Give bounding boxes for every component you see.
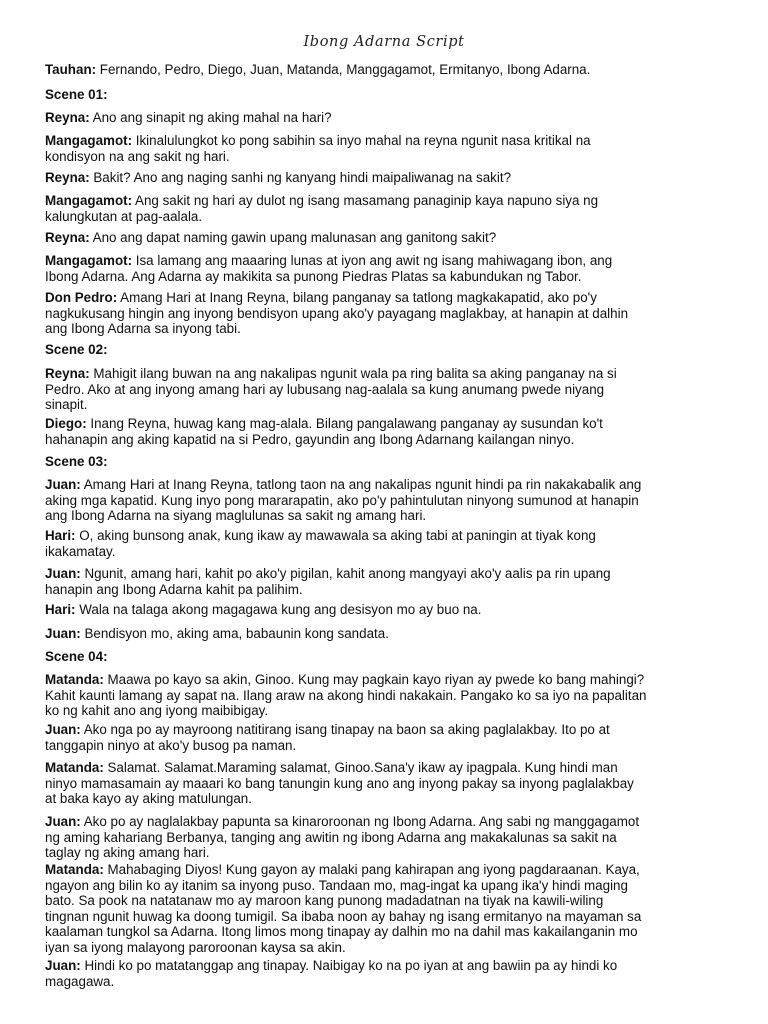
dialogue-text: Pedro. Ako at ang inyong amang hari ay lubusang nag-aalala sa kung anumang pwede niyang xyxy=(45,381,605,397)
dialogue-text: Wala na talaga akong magagawa kung ang desisyon mo ay buo na. xyxy=(75,602,482,617)
dialogue-line xyxy=(45,602,728,618)
dialogue-line xyxy=(45,940,728,956)
dialogue-text: Amang Hari at Inang Reyna, tatlong taon na ang nakalipas ngunit hindi pa rin nakakabalik ang xyxy=(80,477,642,492)
dialogue-text: Ako nga po ay mayroong natitirang isang tinapay na baon sa aking paglalakbay. Ito po at xyxy=(80,722,610,737)
dialogue-text: ang Ibong Adarna na siyang maglulunas sa sakit ng amang hari. xyxy=(45,508,427,523)
dialogue-text: Hindi ko po matatanggap ang tinapay. Naibigay ko na po iyan at ang bawiin pa ay hindi ko xyxy=(80,958,618,973)
dialogue-text: tanggapin ninyo at ako'y busog pa naman. xyxy=(45,737,297,753)
dialogue-line xyxy=(45,149,728,165)
dialogue-line xyxy=(45,626,728,642)
dialogue-text: Salamat. Salamat.Maraming salamat, Ginoo.Sana'y ikaw ay ipagpala. Kung hindi man xyxy=(103,760,618,775)
speaker-name: Mangagamot: xyxy=(45,193,133,208)
dialogue-text: kondisyon na ang sakit ng hari. xyxy=(45,148,230,164)
speaker-name: Hari: xyxy=(45,528,76,543)
dialogue-text: Inang Reyna, huwag kang mag-alala. Bilang pangalawang panganay ay susundan ko't xyxy=(86,416,603,431)
dialogue-line xyxy=(45,382,728,398)
dialogue-text: taglay ng aking amang hari. xyxy=(45,845,210,860)
dialogue-text: Bendisyon mo, aking ama, babaunin kong sandata. xyxy=(80,626,389,641)
speaker-name: Juan: xyxy=(45,626,81,641)
dialogue-line xyxy=(45,703,728,719)
speaker-name: Matanda: xyxy=(45,862,104,877)
scene-heading: Scene 04: xyxy=(45,649,108,664)
dialogue-text: Amang Hari at Inang Reyna, bilang panganay sa tatlong magkakapatid, ako po'y xyxy=(117,290,597,305)
dialogue-line xyxy=(45,845,728,861)
dialogue-text: ngayon ang bilin ko ay itanim sa inyong puso. Tandaan mo, mag-ingat ka upang ika'y hindi maging xyxy=(45,877,628,893)
cast-label: Tauhan: xyxy=(45,62,97,77)
dialogue-line xyxy=(45,909,728,925)
dialogue-text: Isa lamang ang maaaring lunas at iyon ang awit ng isang mahiwagang ibon, ang xyxy=(132,253,613,268)
dialogue-text: ninyo mamasamain ay maaari ko bang tanungin kung ano ang inyong pakay sa inyong paglalakbay xyxy=(45,775,634,791)
dialogue-line xyxy=(45,230,728,246)
speaker-name: Juan: xyxy=(45,814,81,829)
dialogue-line xyxy=(45,672,728,688)
dialogue-line xyxy=(45,269,728,285)
dialogue-text: iyan sa iyong malayong paroroonan kaysa sa akin. xyxy=(45,939,346,955)
dialogue-line xyxy=(45,688,728,704)
speaker-name: Reyna: xyxy=(45,170,90,185)
dialogue-text: Ano ang sinapit ng aking mahal na hari? xyxy=(89,110,332,125)
dialogue-text: at baka kayo ay aking matulungan. xyxy=(45,791,252,806)
speaker-name: Juan: xyxy=(45,722,81,737)
scene-heading: Scene 03: xyxy=(45,454,108,469)
document-title: Ibong Adarna Script xyxy=(303,34,465,50)
dialogue-line xyxy=(45,477,728,493)
speaker-name: Matanda: xyxy=(45,672,104,687)
dialogue-line xyxy=(45,814,728,830)
cast-names: Fernando, Pedro, Diego, Juan, Matanda, Manggagamot, Ermitanyo, Ibong Adarna. xyxy=(96,62,591,77)
dialogue-line xyxy=(45,133,728,149)
dialogue-text: ang Ibong Adarna sa inyong tabi. xyxy=(45,321,241,336)
dialogue-text: Ano ang dapat naming gawin upang malunasan ang ganitong sakit? xyxy=(89,230,497,245)
dialogue-line xyxy=(45,974,728,990)
dialogue-line xyxy=(45,738,728,754)
dialogue-line xyxy=(45,193,728,209)
dialogue-line xyxy=(45,290,728,306)
dialogue-line xyxy=(45,760,728,776)
speaker-name: Hari: xyxy=(45,602,76,617)
scene-heading: Scene 02: xyxy=(45,342,108,357)
speaker-name: Mangagamot: xyxy=(45,253,133,268)
dialogue-text: magagawa. xyxy=(45,973,115,989)
dialogue-text: Ikinalulungkot ko pong sabihin sa inyo mahal na reyna ngunit nasa kritikal na xyxy=(132,133,591,148)
speaker-name: Juan: xyxy=(45,958,81,973)
dialogue-line xyxy=(45,110,728,126)
dialogue-line xyxy=(45,321,728,337)
dialogue-line xyxy=(45,830,728,846)
dialogue-text: ng aming kahariang Berbanya, tanging ang awitin ng ibong Adarna ang makakalunas sa sakit na xyxy=(45,829,617,845)
speaker-name: Mangagamot: xyxy=(45,133,133,148)
dialogue-text: Ang sakit ng hari ay dulot ng isang masamang panaginip kaya napuno siya ng xyxy=(132,193,599,208)
dialogue-line xyxy=(45,493,728,509)
dialogue-text: O, aking bunsong anak, kung ikaw ay mawawala sa aking tabi at paningin at tiyak kong xyxy=(75,528,596,543)
dialogue-text: kaalaman tungkol sa Adarna. Itong limos mong tinapay ay dalhin mo na dahil mas kakailanganin mo xyxy=(45,924,638,939)
dialogue-text: Ako po ay naglalakbay papunta sa kinaroroonan ng Ibong Adarna. Ang sabi ng manggagamot xyxy=(80,814,640,829)
dialogue-text: Ngunit, amang hari, kahit po ako'y pigilan, kahit anong mangyayi ako'y aalis pa rin upang xyxy=(80,566,611,581)
dialogue-text: Maawa po kayo sa akin, Ginoo. Kung may pagkain kayo riyan ay pwede ko bang mahingi? xyxy=(103,672,645,687)
dialogue-text: Mahigit ilang buwan na ang nakalipas ngunit wala pa ring balita sa aking panganay na si xyxy=(89,366,617,381)
dialogue-line xyxy=(45,528,728,544)
dialogue-line xyxy=(45,306,728,322)
cast-list xyxy=(45,62,728,78)
dialogue-line xyxy=(45,722,728,738)
dialogue-line xyxy=(45,366,728,382)
dialogue-text: bato. Sa pook na natatanaw mo ay maroon kang punong madadatnan na tiyak na kawili-wiling xyxy=(45,893,604,908)
speaker-name: Juan: xyxy=(45,566,81,581)
dialogue-line xyxy=(45,878,728,894)
speaker-name: Juan: xyxy=(45,477,81,492)
dialogue-text: Kahit kaunti lamang ay sapat na. Ilang araw na akong hindi nakakain. Pangako ko sa iyo na papalitan xyxy=(45,687,647,703)
dialogue-text: sinapit. xyxy=(45,397,88,412)
dialogue-line xyxy=(45,566,728,582)
dialogue-text: aking mga kapatid. Kung inyo pong mararapatin, ako po'y pahintulutan ninyong sumunod at hanapin xyxy=(45,492,639,508)
dialogue-line xyxy=(45,862,728,878)
dialogue-line xyxy=(45,924,728,940)
dialogue-text: Bakit? Ano ang naging sanhi ng kanyang hindi maipaliwanag na sakit? xyxy=(89,170,512,185)
speaker-name: Matanda: xyxy=(45,760,104,775)
dialogue-line xyxy=(45,170,728,186)
dialogue-line xyxy=(45,397,728,413)
speaker-name: Diego: xyxy=(45,416,87,431)
dialogue-line xyxy=(45,582,728,598)
dialogue-line xyxy=(45,432,728,448)
dialogue-line xyxy=(45,776,728,792)
dialogue-text: Mahabaging Diyos! Kung gayon ay malaki pang kahirapan ang iyong pagdaraanan. Kaya, xyxy=(103,862,640,877)
dialogue-line xyxy=(45,508,728,524)
dialogue-text: ikakamatay. xyxy=(45,543,116,559)
dialogue-line xyxy=(45,958,728,974)
dialogue-line xyxy=(45,893,728,909)
speaker-name: Don Pedro: xyxy=(45,290,118,305)
dialogue-text: Ibong Adarna. Ang Adarna ay makikita sa punong Piedras Platas sa kabundukan ng Tabor. xyxy=(45,268,582,284)
dialogue-text: nagkukusang hingin ang inyong bendisyon upang ako'y payagang maglakbay, at hanapin at dalhin xyxy=(45,305,629,321)
speaker-name: Reyna: xyxy=(45,366,90,381)
dialogue-text: kalungkutan at pag-aalala. xyxy=(45,208,203,224)
dialogue-line xyxy=(45,544,728,560)
dialogue-text: ko ng kahit ano ang iyong maibibigay. xyxy=(45,703,269,718)
speaker-name: Reyna: xyxy=(45,110,90,125)
dialogue-text: tingnan ngunit huwag ka doong tumigil. Sa ibaba noon ay bahay ng isang ermitanyo na mayaman sa xyxy=(45,908,642,924)
dialogue-line xyxy=(45,209,728,225)
dialogue-line xyxy=(45,253,728,269)
dialogue-line xyxy=(45,416,728,432)
speaker-name: Reyna: xyxy=(45,230,90,245)
dialogue-text: hanapin ang Ibong Adarna kahit pa palihim. xyxy=(45,581,303,597)
dialogue-text: hahanapin ang aking kapatid na si Pedro, gayundin ang Ibong Adarnang kailangan ninyo. xyxy=(45,431,575,447)
dialogue-line xyxy=(45,791,728,807)
scene-heading: Scene 01: xyxy=(45,87,108,102)
